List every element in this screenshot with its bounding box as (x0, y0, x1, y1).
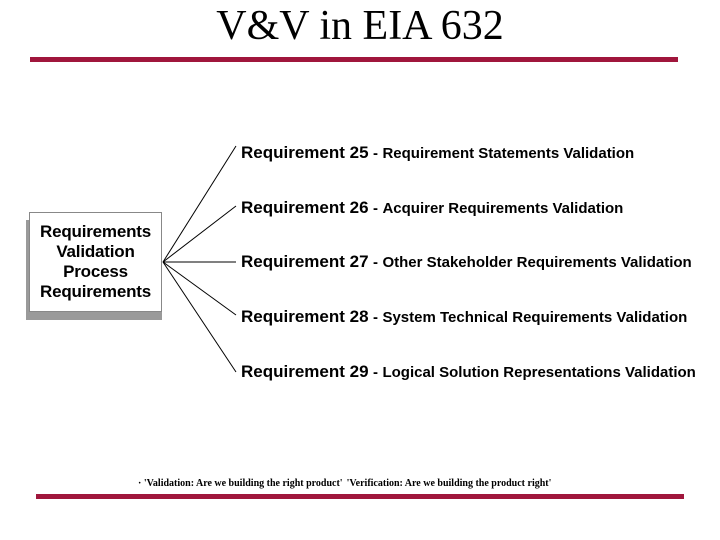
requirement-separator: - (373, 309, 378, 326)
requirement-description: System Technical Requirements Validation (382, 309, 688, 326)
footnote-validation: · 'Validation: Are we building the right product' (138, 478, 343, 489)
slide-title: V&V in EIA 632 (216, 3, 504, 49)
requirement-25 (241, 143, 634, 165)
requirement-number: Requirement 26 (241, 198, 369, 217)
source-line-2: Validation (56, 242, 135, 261)
requirement-description: Logical Solution Representations Validation (382, 364, 696, 381)
source-line-1: Requirements (40, 222, 151, 241)
requirement-description: Other Stakeholder Requirements Validation (382, 254, 692, 271)
source-process-box (29, 212, 162, 312)
connector-25 (163, 146, 236, 262)
requirement-number: Requirement 25 (241, 143, 369, 162)
source-line-4: Requirements (40, 282, 151, 301)
requirement-28 (241, 307, 687, 329)
footnote (138, 478, 551, 489)
requirement-separator: - (373, 364, 378, 381)
requirement-separator: - (373, 254, 378, 271)
requirement-separator: - (373, 145, 378, 162)
requirement-27 (241, 252, 692, 274)
requirement-description: Requirement Statements Validation (382, 145, 635, 162)
source-line-3: Process (63, 262, 128, 281)
connector-29 (163, 262, 236, 372)
requirement-26 (241, 198, 623, 220)
requirement-number: Requirement 27 (241, 252, 369, 271)
connector-26 (163, 206, 236, 262)
footnote-verification: 'Verification: Are we building the product right' (346, 478, 552, 489)
bottom-rule (36, 494, 684, 499)
connector-28 (163, 262, 236, 315)
requirement-number: Requirement 28 (241, 307, 369, 326)
requirement-separator: - (373, 200, 378, 217)
requirement-number: Requirement 29 (241, 362, 369, 381)
requirement-29 (241, 362, 696, 384)
requirement-description: Acquirer Requirements Validation (382, 200, 624, 217)
